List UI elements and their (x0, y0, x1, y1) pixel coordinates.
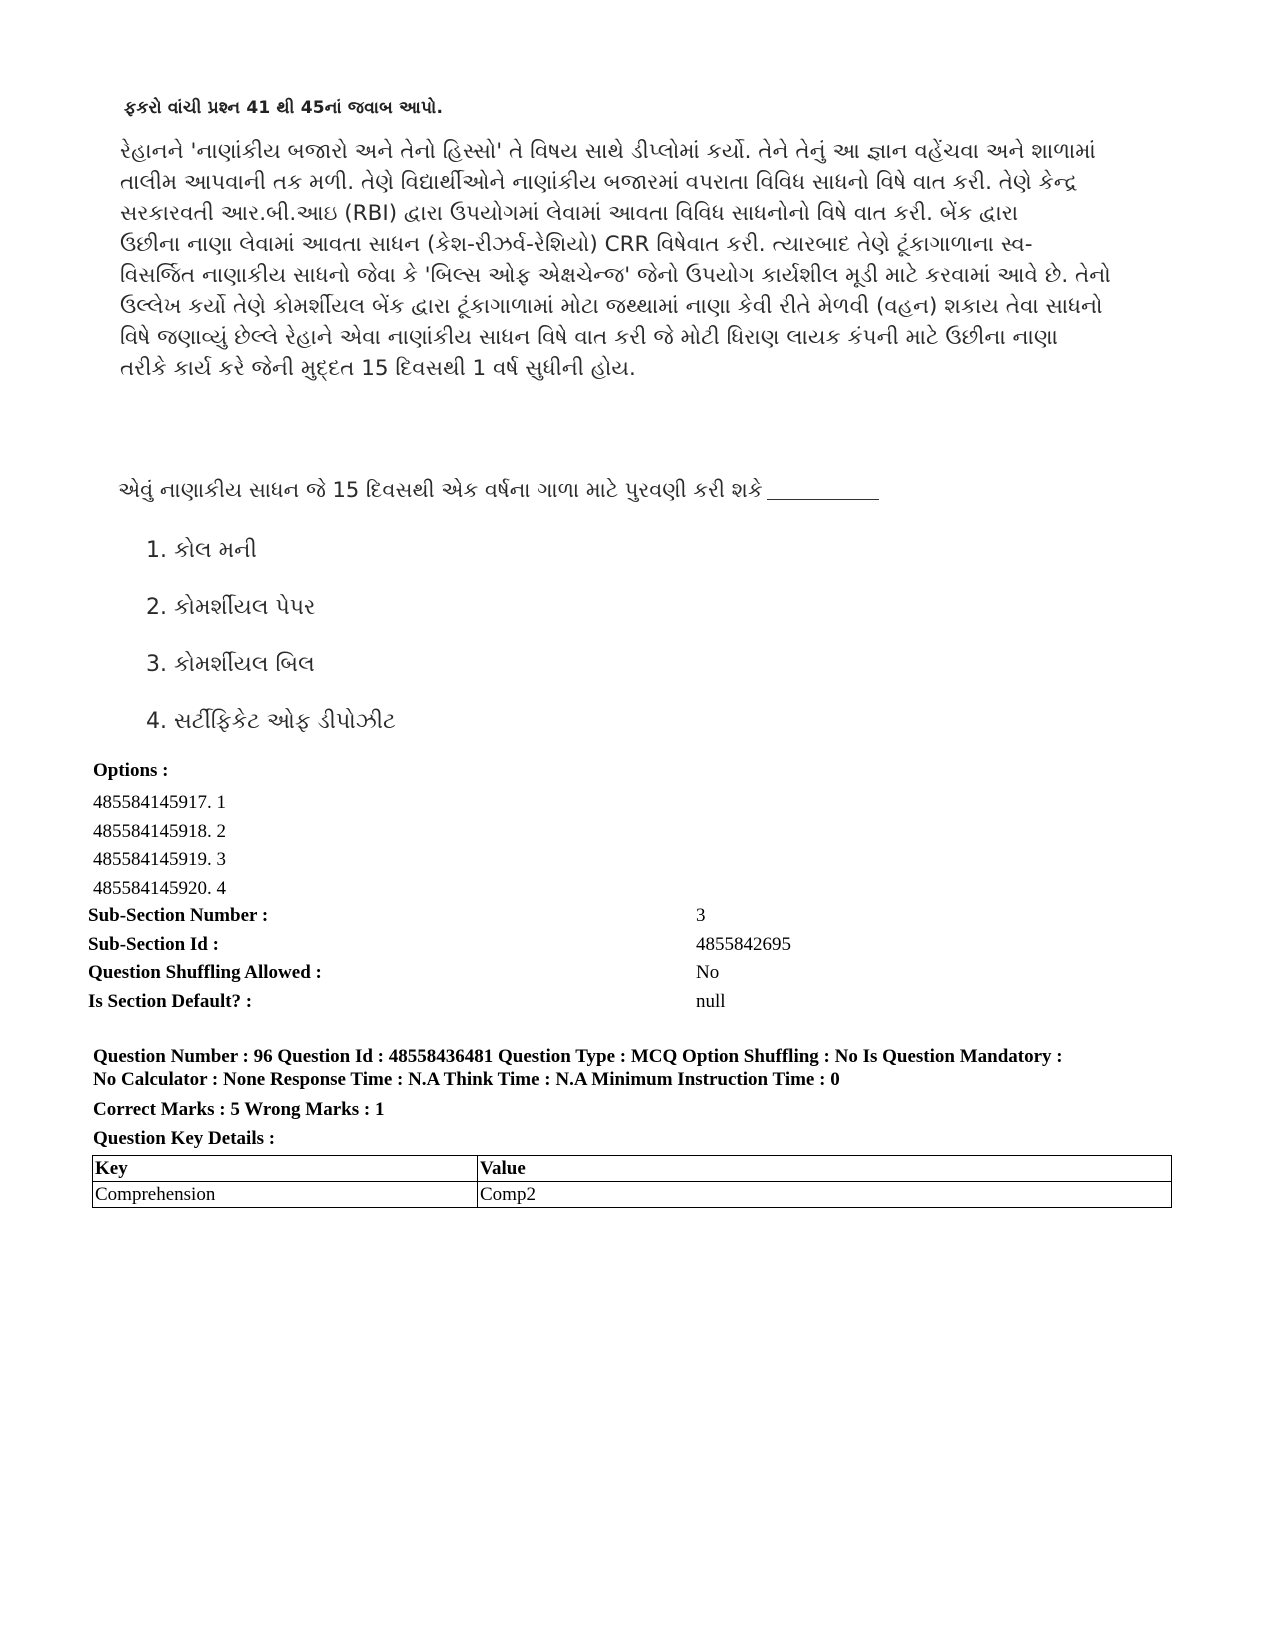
question-text-content: એવું નાણાકીય સાધન જે 15 દિવસથી એક વર્ષના ગાળા માટે પુરવણી કરી શકે (118, 478, 763, 502)
question-choice: 3. કોમર્શીયલ બિલ (146, 652, 315, 677)
question-text (118, 478, 879, 503)
key-details-table (92, 1155, 1172, 1208)
info-value: null (696, 990, 726, 1012)
passage-line: વિસર્જિત નાણાકીય સાધનો જેવા કે 'બિલ્સ ઓફ એક્ષચેન્જ' જેનો ઉપયોગ કાર્યશીલ મૂડી માટે કરવામાં આવે છે. તેનો (120, 263, 1111, 288)
table-header-cell: Value (478, 1156, 1172, 1182)
table-row (93, 1182, 1172, 1208)
subsection-info (88, 902, 988, 1016)
info-row (88, 931, 988, 960)
table-cell: Comprehension (93, 1182, 478, 1208)
passage-instruction: ફકરો વાંચી પ્રશ્ન 41 થી 45નાં જવાબ આપો. (124, 98, 444, 118)
info-key: Sub-Section Id : (88, 933, 219, 955)
passage-line: રેહાનને 'નાણાંકીય બજારો અને તેનો હિસ્સો' તે વિષય સાથે ડીપ્લોમાં કર્યો. તેને તેનું આ જ્ઞાન વહેંચવા અને શાળામાં (120, 139, 1096, 164)
passage-line: ઉછીના નાણા લેવામાં આવતા સાધન (કેશ-રીઝર્વ-રેશિયો) CRR વિષેવાત કરી. ત્યારબાદ તેણે ટૂંકાગાળાના સ્વ- (120, 232, 1033, 257)
option-item: 485584145917. 1 (93, 792, 226, 813)
passage-image (112, 92, 1172, 742)
question-choice: 4. સર્ટીફિકેટ ઓફ ડીપોઝીટ (146, 709, 396, 734)
question-choice: 1. કોલ મની (146, 538, 257, 563)
table-header-cell: Key (93, 1156, 478, 1182)
option-item: 485584145918. 2 (93, 820, 226, 842)
passage-line: તરીકે કાર્ય કરે જેની મુદ્દત 15 દિવસથી 1 વર્ષ સુધીની હોય. (120, 356, 636, 381)
key-details-label: Question Key Details : (93, 1128, 276, 1149)
question-meta (93, 1045, 1183, 1091)
info-key: Is Section Default? : (88, 990, 253, 1012)
question-marks: Correct Marks : 5 Wrong Marks : 1 (93, 1099, 385, 1120)
info-key: Sub-Section Number : (88, 905, 269, 926)
options-list (93, 789, 226, 903)
passage-paragraph (120, 136, 1170, 384)
option-item: 485584145920. 4 (93, 877, 226, 899)
question-meta-line: Question Number : 96 Question Id : 48558436481 Question Type : MCQ Option Shuffling : No Is Question Mandatory : (93, 1046, 1063, 1067)
passage-line: વિષે જણાવ્યું છેલ્લે રેહાને એવા નાણાંકીય સાધન વિષે વાત કરી જે મોટી ધિરાણ લાયક કંપની માટે ઉછીના નાણા (120, 325, 1058, 350)
passage-line: સરકારવતી આર.બી.આઇ (RBI) દ્વારા ઉપયોગમાં લેવામાં આવતા વિવિધ સાધનોનો વિષે વાત કરી. બેંક દ્વારા (120, 201, 1019, 226)
table-header-row (93, 1156, 1172, 1182)
passage-line: તાલીમ આપવાની તક મળી. તેણે વિદ્યાર્થીઓને નાણાંકીય બજારમાં વપરાતા વિવિધ સાધનો વિષે વાત કરી. તેણે કેન્દ્ર (120, 170, 1078, 195)
info-value: 3 (696, 905, 706, 926)
option-item: 485584145919. 3 (93, 849, 226, 870)
question-meta-line: No Calculator : None Response Time : N.A Think Time : N.A Minimum Instruction Time : 0 (93, 1069, 840, 1090)
info-key: Question Shuffling Allowed : (88, 962, 322, 983)
passage-line: ઉલ્લેખ કર્યો તેણે કોમર્શીયલ બેંક દ્વારા ટૂંકાગાળામાં મોટા જથ્થામાં નાણા કેવી રીતે મેળવી (વહન) શકાય તેવા સાધનો (120, 294, 1103, 319)
info-row (88, 959, 988, 988)
info-value: 4855842695 (696, 933, 791, 955)
info-row (88, 902, 988, 931)
answer-blank (767, 499, 879, 500)
info-row (88, 988, 988, 1017)
question-choice: 2. કોમર્શીયલ પેપર (146, 595, 316, 620)
info-value: No (696, 962, 720, 983)
options-label: Options : (93, 760, 169, 781)
table-cell: Comp2 (478, 1182, 1172, 1208)
